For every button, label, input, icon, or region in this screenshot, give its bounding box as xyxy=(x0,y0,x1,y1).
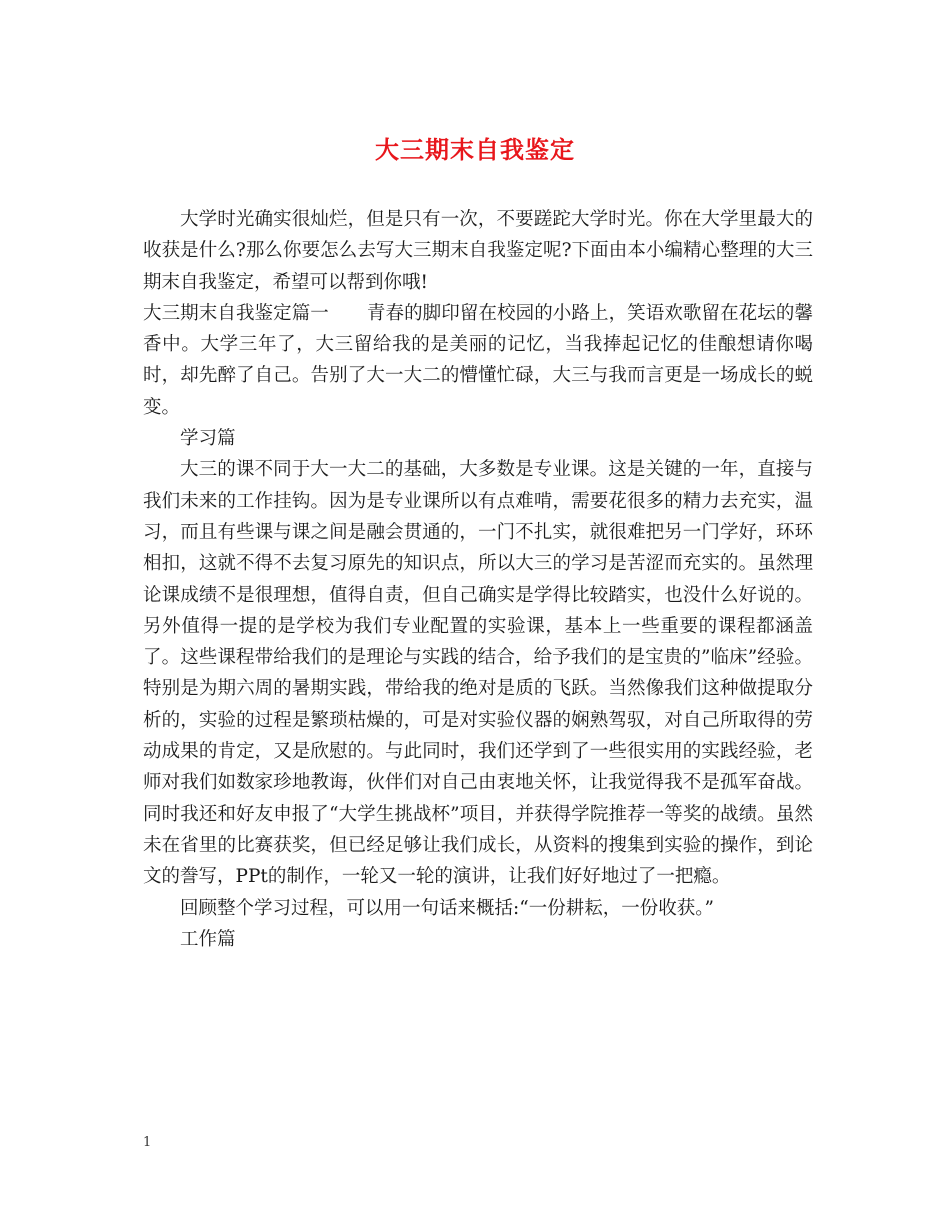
study-paragraph: 大三的课不同于大一大二的基础，大多数是专业课。这是关键的一年，直接与我们未来的工作挂钩。因为是专业课所以有点难啃，需要花很多的精力去充实，温习，而且有些课与课之间是融会贯通的，一门不扎实，就很难把另一门学好，环环相扣，这就不得不去复习原先的知识点，所以大三的学习是苦涩而充实的。虽然理论课成绩不是很理想，值得自责，但自己确实是学得比较踏实，也没什么好说的。另外值得一提的是学校为我们专业配置的实验课，基本上一些重要的课程都涵盖了。这些课程带给我们的是理论与实践的结合，给予我们的是宝贵的”临床”经验。特别是为期六周的暑期实践，带给我的绝对是质的飞跃。当然像我们这种做提取分析的，实验的过程是繁琐枯燥的，可是对实验仪器的娴熟驾驭，对自己所取得的劳动成果的肯定，又是欣慰的。与此同时，我们还学到了一些很实用的实践经验，老师对我们如数家珍地教诲，伙伴们对自己由衷地关怀，让我觉得我不是孤军奋战。同时我还和好友申报了“大学生挑战杯”项目，并获得学院推荐一等奖的战绩。虽然未在省里的比赛获奖，但已经足够让我们成长，从资料的搜集到实验的操作，到论文的誊写，PPt的制作，一轮又一轮的演讲，让我们好好地过了一把瘾。 xyxy=(143,459,813,888)
document-body xyxy=(143,204,813,955)
intro-paragraph: 大学时光确实很灿烂，但是只有一次，不要蹉跎大学时光。你在大学里最大的收获是什么?那么你要怎么去写大三期末自我鉴定呢?下面由本小编精心整理的大三期末自我鉴定，希望可以帮到你哦! xyxy=(143,209,813,293)
work-heading: 工作篇 xyxy=(180,928,236,950)
document-title: 大三期末自我鉴定 xyxy=(375,135,575,164)
section1-label: 大三期末自我鉴定篇一 xyxy=(143,302,329,324)
summary-paragraph: 回顾整个学习过程，可以用一句话来概括:“一份耕耘，一份收获。” xyxy=(180,897,714,919)
study-heading: 学习篇 xyxy=(180,428,236,450)
section1-text: 青春的脚印留在校园的小路上，笑语欢歌留在花坛的馨香中。大学三年了，大三留给我的是美丽的记忆，当我捧起记忆的佳酿想请你喝时，却先醉了自己。告别了大一大二的懵懂忙碌，大三与我而言更是一场成长的蜕变。 xyxy=(143,302,813,418)
section1-paragraph xyxy=(143,298,813,423)
page-number: 1 xyxy=(143,1135,152,1150)
